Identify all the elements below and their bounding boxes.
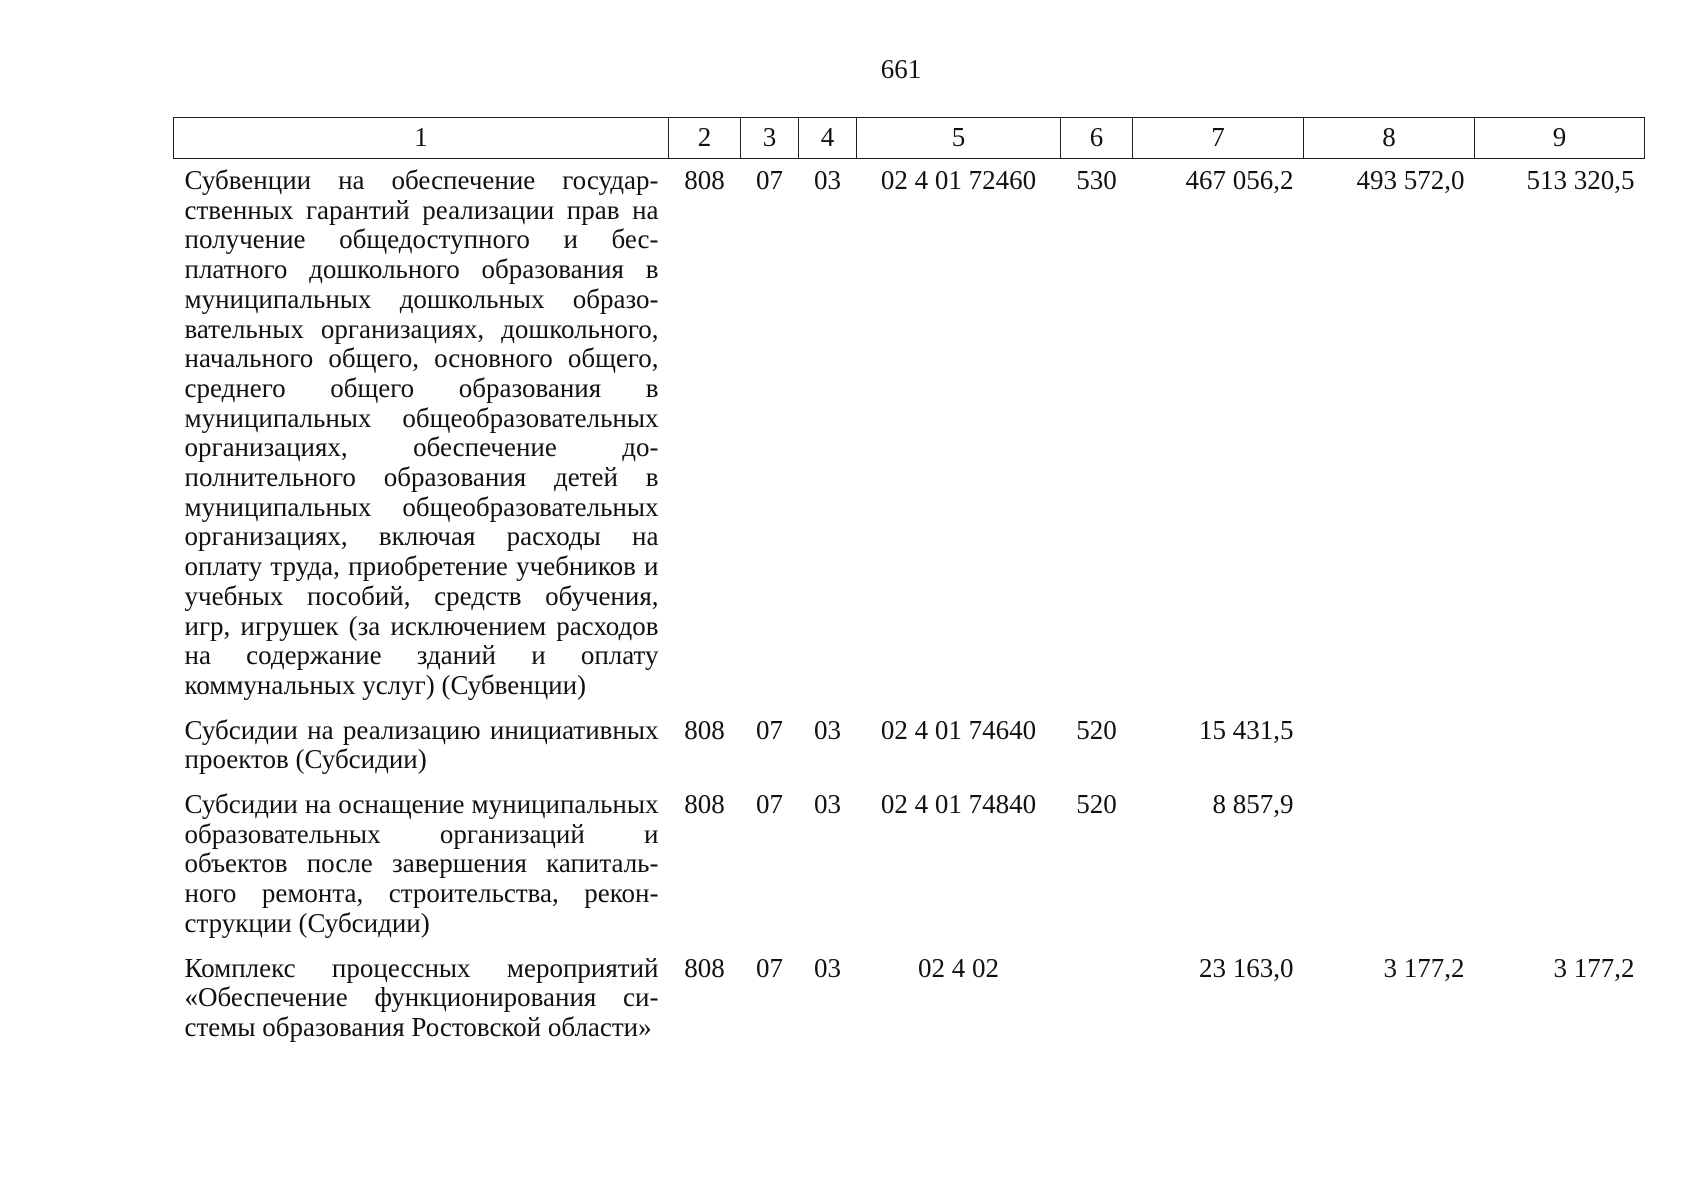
row-code-2: 808 — [684, 952, 725, 983]
header-col-6: 6 — [1061, 118, 1133, 159]
row-code-4: 03 — [814, 789, 841, 820]
row-amount-8 — [1304, 709, 1475, 783]
table-row — [174, 159, 1645, 709]
row-code-5: 02 4 02 — [918, 952, 999, 983]
row-amount-9 — [1475, 709, 1645, 783]
row-amount-8: 493 572,0 — [1356, 165, 1465, 195]
row-code-4: 03 — [814, 714, 841, 745]
header-col-3: 3 — [741, 118, 799, 159]
budget-table — [173, 117, 1645, 1051]
row-amount-9: 3 177,2 — [1553, 952, 1635, 983]
row-amount-7: 467 056,2 — [1185, 165, 1294, 195]
row-code-4: 03 — [814, 952, 841, 983]
row-amount-7: 8 857,9 — [1212, 789, 1294, 820]
row-description: Субвенции на обеспечение государственных гарантий реализации прав на получение общедоступного и бесплатного дошкольного образования в муниципальных дошкольных образовательных организациях, дошкольного, начального общего, основного общего, среднего общего образования в муниципальных общеобразовательных организациях, обеспечение дополнительного образования детей в муниципальных общеобразовательных организациях, включая расходы на оплату труда, приобретение учебников и учебных пособий, средств обучения, игр, игрушек (за исключением расходов на содержание зданий и оплату коммунальных услуг) (Субвенции) — [184, 165, 659, 700]
row-code-3: 07 — [756, 165, 783, 195]
header-col-5: 5 — [857, 118, 1061, 159]
header-col-9: 9 — [1475, 118, 1645, 159]
row-description: Субсидии на оснащение муниципальных образовательных организаций и объектов после завершения капитального ремонта, строительства, реконструкции (Субсидии) — [184, 789, 659, 938]
header-col-7: 7 — [1133, 118, 1304, 159]
row-amount-9 — [1475, 783, 1645, 947]
row-code-5: 02 4 01 72460 — [880, 165, 1037, 195]
row-code-6: 530 — [1076, 165, 1117, 195]
row-code-6: 520 — [1076, 789, 1117, 820]
row-amount-7: 23 163,0 — [1199, 952, 1294, 983]
row-code-5: 02 4 01 74840 — [880, 789, 1037, 820]
header-col-8: 8 — [1304, 118, 1475, 159]
row-code-6 — [1061, 947, 1133, 1051]
table-row — [174, 947, 1645, 1051]
row-code-2: 808 — [684, 165, 725, 195]
row-amount-8: 3 177,2 — [1383, 952, 1465, 983]
table-row — [174, 783, 1645, 947]
header-col-1: 1 — [174, 118, 669, 159]
row-description: Комплекс процессных мероприятий «Обеспечение функционирования системы образования Ростовской области» — [184, 952, 659, 1042]
header-col-4: 4 — [799, 118, 857, 159]
header-col-2: 2 — [669, 118, 741, 159]
table-row — [174, 709, 1645, 783]
row-code-4: 03 — [814, 165, 841, 195]
page-number: 661 — [880, 54, 922, 84]
row-code-2: 808 — [684, 714, 725, 745]
row-code-3: 07 — [756, 789, 783, 820]
row-amount-7: 15 431,5 — [1199, 714, 1294, 745]
row-code-3: 07 — [756, 714, 783, 745]
row-amount-8 — [1304, 783, 1475, 947]
row-code-5: 02 4 01 74640 — [880, 714, 1037, 745]
header-row — [174, 118, 1645, 159]
row-amount-9: 513 320,5 — [1526, 165, 1635, 195]
row-code-2: 808 — [684, 789, 725, 820]
row-code-6: 520 — [1076, 714, 1117, 745]
row-description: Субсидии на реализацию инициативных проектов (Субсидии) — [184, 714, 659, 775]
row-code-3: 07 — [756, 952, 783, 983]
